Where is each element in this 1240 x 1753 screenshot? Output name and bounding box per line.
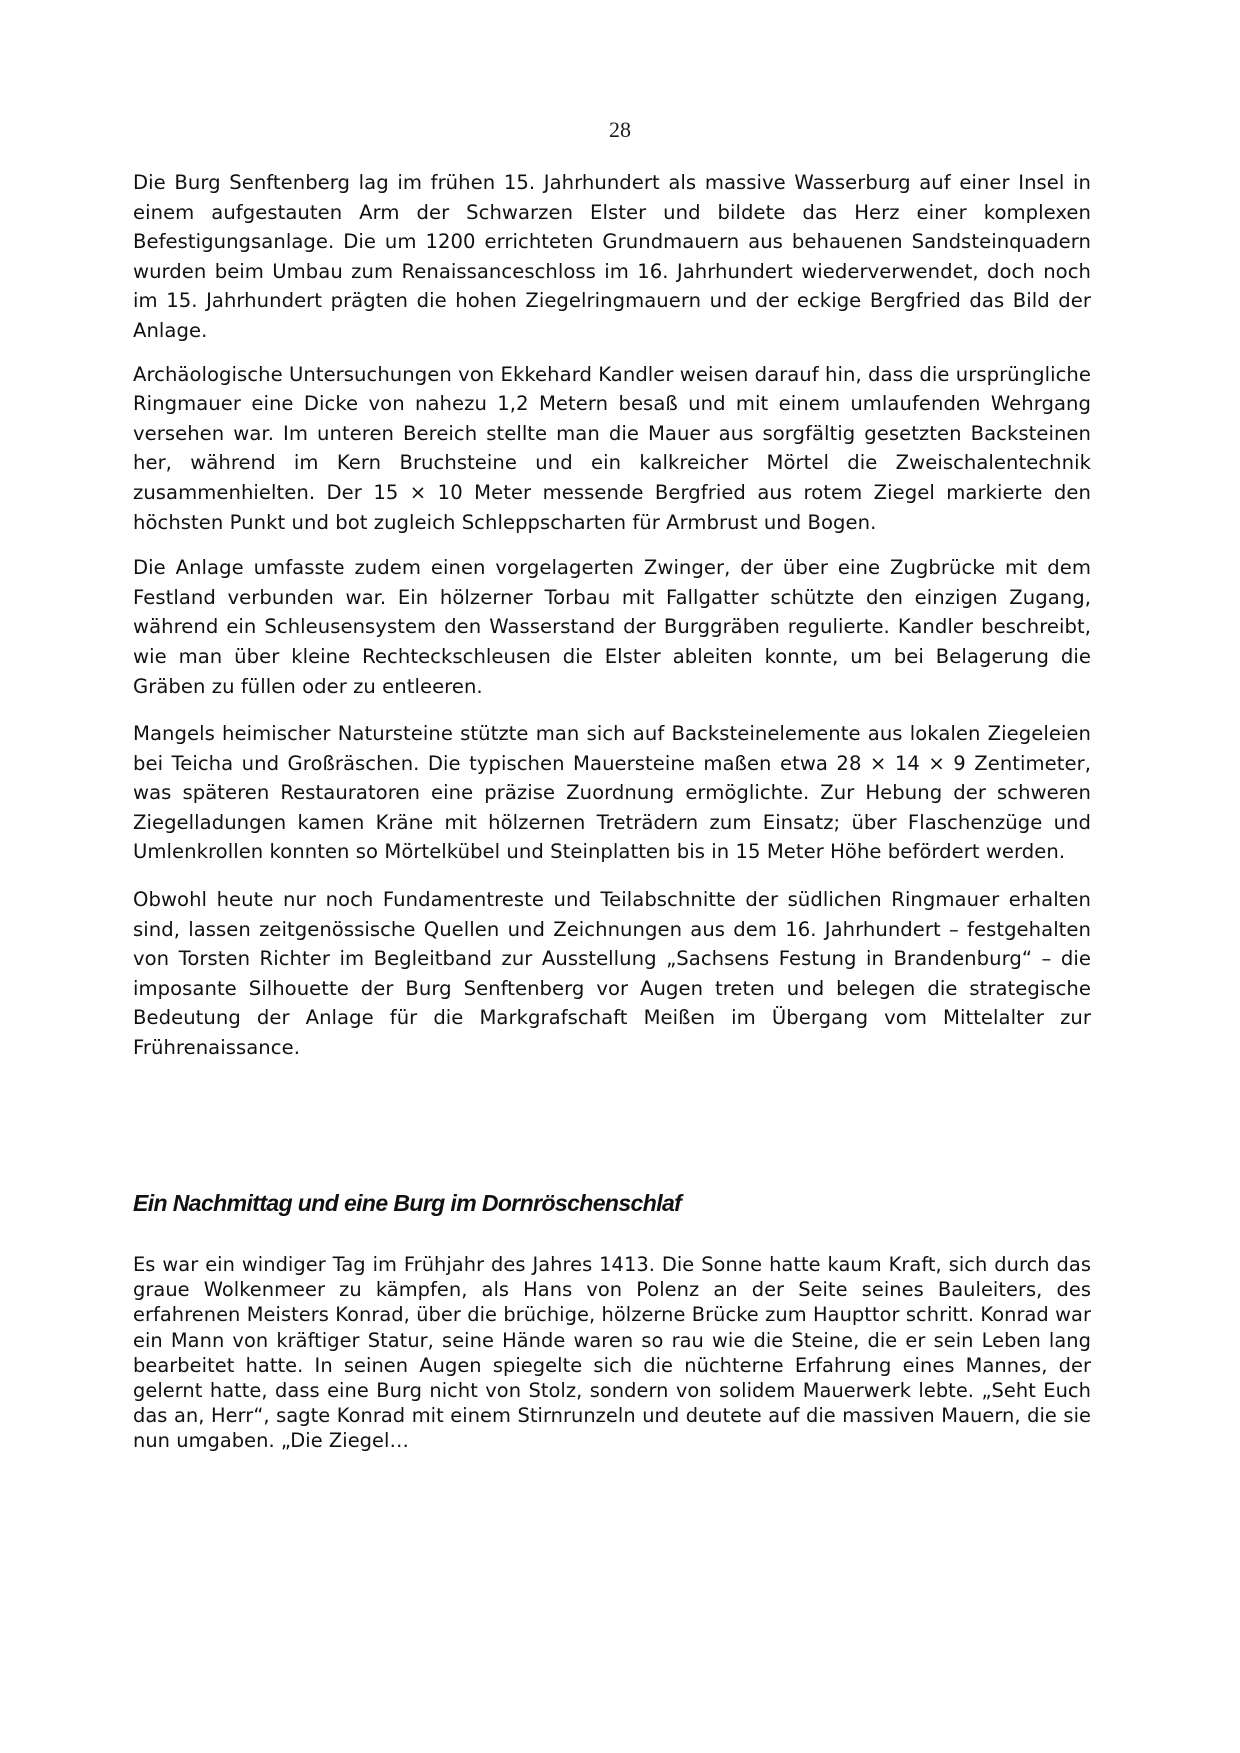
paragraph-archaeology: Archäologische Untersuchungen von Ekkehard Kandler weisen darauf hin, dass die ursprüngliche Ringmauer eine Dicke von nahezu 1,2 Metern besaß und mit einem umlaufenden Wehrgang versehen war. Im unteren Bereich stellte man die Mauer aus sorgfältig gesetzten Backsteinen her, während im Kern Bruchsteine und ein kalkreicher Mörtel die Zweischalentechnik zusammenhielten. Der 15 × 10 Meter messende Bergfried aus rotem Ziegel markierte den höchsten Punkt und bot zugleich Schleppscharten für Armbrust und Bogen. <box>133 362 1091 534</box>
section-heading: Ein Nachmittag und eine Burg im Dornröschenschlaf <box>133 1190 682 1216</box>
paragraph-castle-overview: Die Burg Senftenberg lag im frühen 15. Jahrhundert als massive Wasserburg auf einer Insel in einem aufgestauten Arm der Schwarzen Elster und bildete das Herz einer komplexen Befestigungsanlage. Die um 1200 errichteten Grundmauern aus behauenen Sandsteinquadern wurden beim Umbau zum Renaissanceschloss im 16. Jahrhundert wiederverwendet, doch noch im 15. Jahrhundert prägten die hohen Ziegelringmauern und der eckige Bergfried das Bild der Anlage. <box>133 171 1091 342</box>
paragraph-zwinger: Die Anlage umfasste zudem einen vorgelagerten Zwinger, der über eine Zugbrücke mit dem Festland verbunden war. Ein hölzerner Torbau mit Fallgatter schützte den einzigen Zugang, während ein Schleusensystem den Wasserstand der Burggräben regulierte. Kandler beschreibt, wie man über kleine Rechteckschleusen die Elster ableiten konnte, um bei Belagerung die Gräben zu füllen oder zu entleeren. <box>133 556 1091 698</box>
page-number: 28 <box>609 117 631 142</box>
paragraph-bricks: Mangels heimischer Natursteine stützte man sich auf Backsteinelemente aus lokalen Ziegeleien bei Teicha und Großräschen. Die typischen Mauersteine maßen etwa 28 × 14 × 9 Zentimeter, was späteren Restauratoren eine präzise Zuordnung ermöglichte. Zur Hebung der schweren Ziegelladungen kamen Kräne mit hölzernen Treträdern zum Einsatz; über Flaschenzüge und Umlenkrollen konnten so Mörtelkübel und Steinplatten bis in 15 Meter Höhe befördert werden. <box>133 722 1091 864</box>
body-text <box>133 168 1091 1063</box>
paragraph-remains: Obwohl heute nur noch Fundamentreste und Teilabschnitte der südlichen Ringmauer erhalten sind, lassen zeitgenössische Quellen und Zeichnungen aus dem 16. Jahrhundert – festgehalten von Torsten Richter im Begleitband zur Ausstellung „Sachsens Festung in Brandenburg“ – die imposante Silhouette der Burg Senftenberg vor Augen treten und belegen die strategische Bedeutung der Anlage für die Markgrafschaft Meißen im Übergang vom Mittelalter zur Frührenaissance. <box>133 888 1091 1060</box>
story-text <box>133 1252 1091 1454</box>
paragraph-story-opening: Es war ein windiger Tag im Frühjahr des Jahres 1413. Die Sonne hatte kaum Kraft, sich durch das graue Wolkenmeer zu kämpfen, als Hans von Polenz an der Seite seines Bauleiters, des erfahrenen Meisters Konrad, über die brüchige, hölzerne Brücke zum Haupttor schritt. Konrad war ein Mann von kräftiger Statur, seine Hände waren so rau wie die Steine, die er sein Leben lang bearbeitet hatte. In seinen Augen spiegelte sich die nüchterne Erfahrung eines Mannes, der gelernt hatte, dass eine Burg nicht von Stolz, sondern von solidem Mauerwerk lebte. „Seht Euch das an, Herr“, sagte Konrad mit einem Stirnrunzeln und deutete auf die massiven Mauern, die sie nun umgaben. „Die Ziegel… <box>133 1253 1091 1453</box>
